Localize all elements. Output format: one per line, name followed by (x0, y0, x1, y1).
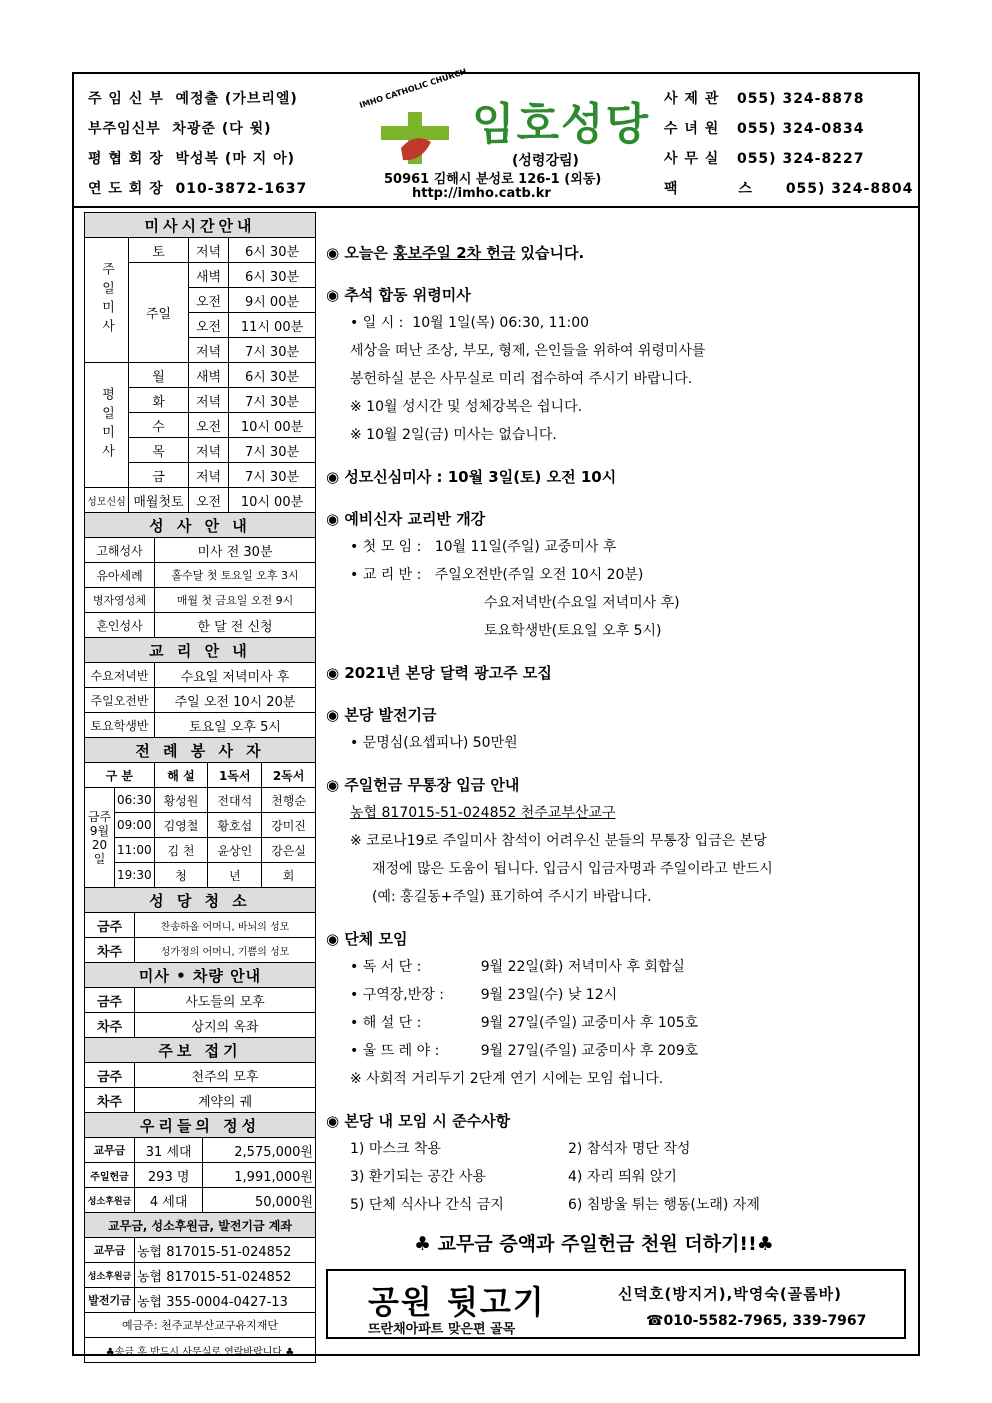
duty-label: 금주 (85, 1063, 135, 1088)
mass-time: 저녁 (189, 338, 229, 363)
rule-item: 3) 환기되는 공간 사용 (350, 1169, 486, 1185)
ad-subtitle: 뜨란채아파트 맞은편 골목 (368, 1322, 516, 1337)
duty-label: 차주 (85, 1088, 135, 1113)
servers-week: 금주 9월 20일 (85, 788, 115, 888)
special-mass-hour: 10시 00분 (229, 488, 316, 513)
mass-time: 저녁 (189, 463, 229, 488)
slogan: ♣ 교무금 증액과 주일헌금 천원 더하기!!♣ (414, 1233, 774, 1255)
church-address: 50961 김해시 분성로 126-1 (외동) (384, 172, 602, 187)
advertisement (326, 1269, 906, 1339)
body-line: 토요학생반(토요일 오후 5시) (484, 623, 662, 639)
mass-time: 저녁 (189, 238, 229, 263)
rule-item: 2) 참석자 명단 작성 (568, 1141, 691, 1157)
mass-time: 새벽 (189, 363, 229, 388)
church-subtitle: (성령강림) (512, 153, 579, 169)
mass-hour: 6시 30분 (229, 238, 316, 263)
mass-table (84, 212, 316, 513)
header-right-2: 사 무 실 055) 324-8227 (664, 151, 865, 167)
body-line: 수요저녁반(수요일 저녁미사 후) (484, 595, 680, 611)
mass-hour: 7시 30분 (229, 438, 316, 463)
mass-title: 미사시간안내 (85, 213, 316, 238)
section-title: ◉ 성모신심미사 : 10월 3일(토) 오전 10시 (326, 468, 617, 486)
header-left-1: 부주임신부 차광준 (다 윗) (88, 121, 272, 137)
header (74, 66, 918, 208)
mass-time: 오전 (189, 313, 229, 338)
note-line: (예: 홍길동+주일) 표기하여 주시기 바랍니다. (372, 889, 652, 905)
header-left-3: 연 도 회 장 010-3872-1637 (88, 181, 308, 197)
mass-time: 오전 (189, 288, 229, 313)
catechism-title: 교 리 안 내 (85, 638, 316, 663)
mass-day: 주일 (129, 263, 189, 363)
rule-item: 4) 자리 띄워 앉기 (568, 1169, 677, 1185)
mass-day: 수 (129, 413, 189, 438)
mass-time: 새벽 (189, 263, 229, 288)
servers-head: 해 설 (154, 763, 208, 788)
server-name: 청 (154, 863, 208, 888)
servers-title: 전 례 봉 사 자 (85, 738, 316, 763)
server-time: 11:00 (115, 838, 155, 863)
bullet-line: • 첫 모 임 : 10월 11일(주일) 교중미사 후 (350, 539, 617, 555)
server-name: 김 천 (154, 838, 208, 863)
mass-hour: 10시 00분 (229, 413, 316, 438)
servers-head: 2독서 (262, 763, 316, 788)
duty-label: 금주 (85, 988, 135, 1013)
mass-hour: 11시 00분 (229, 313, 316, 338)
note-line: 재정에 많은 도움이 됩니다. 입금시 입금자명과 주일이라고 반드시 (372, 861, 773, 877)
sacrament-value: 매월 첫 금요일 오전 9시 (155, 588, 316, 613)
section-title: ◉ 2021년 본당 달력 광고주 모집 (326, 664, 552, 682)
section-title: ◉ 본당 발전기금 (326, 706, 437, 724)
weekday-mass-label: 평일미사 (85, 363, 129, 488)
sacrament-table (84, 512, 316, 738)
sacrament-value: 홀수달 첫 토요일 오후 3시 (155, 563, 316, 588)
offering-count: 31 세대 (135, 1138, 203, 1163)
server-name: 강은실 (262, 838, 316, 863)
accounts-table (84, 1212, 316, 1363)
offering-count: 293 명 (135, 1163, 203, 1188)
duty-label: 차주 (85, 1013, 135, 1038)
announce-hongbo: ◉ 오늘은 홍보주일 2차 헌금 있습니다. (326, 244, 585, 262)
header-left-2: 평 협 회 장 박성복 (마 지 아) (88, 151, 296, 167)
account-value: 농협 355-0004-0427-13 (135, 1288, 316, 1313)
server-time: 09:00 (115, 813, 155, 838)
sacrament-title: 성 사 안 내 (85, 513, 316, 538)
mass-day: 토 (129, 238, 189, 263)
note-line: ※ 10월 성시간 및 성체강복은 쉽니다. (350, 399, 583, 415)
bullet-line: • 구역장,반장 : 9월 23일(수) 낮 12시 (350, 987, 618, 1003)
account-label: 성소후원금 (85, 1263, 135, 1288)
catechism-value: 토요일 오후 5시 (155, 713, 316, 738)
rule-item: 1) 마스크 착용 (350, 1141, 441, 1157)
note-line: ※ 사회적 거리두기 2단계 연기 시에는 모임 쉽니다. (350, 1071, 664, 1087)
duty-table (84, 887, 316, 1113)
duty-label: 금주 (85, 913, 135, 938)
offering-amount: 2,575,000원 (203, 1138, 316, 1163)
duty-value: 찬송하올 어머니, 바뇌의 성모 (135, 913, 316, 938)
servers-head: 1독서 (208, 763, 262, 788)
section-title: ◉ 추석 합동 위령미사 (326, 286, 471, 304)
account-value: 농협 817015-51-024852 (135, 1263, 316, 1288)
ad-phone: ☎010-5582-7965, 339-7967 (646, 1313, 867, 1329)
duty-value: 상지의 옥좌 (135, 1013, 316, 1038)
section-title: ◉ 예비신자 교리반 개강 (326, 510, 486, 528)
mass-hour: 7시 30분 (229, 388, 316, 413)
catechism-value: 수요일 저녁미사 후 (155, 663, 316, 688)
mass-time: 저녁 (189, 388, 229, 413)
server-name: 윤상인 (208, 838, 262, 863)
sacrament-label: 고해성사 (85, 538, 155, 563)
bullet-line: • 해 설 단 : 9월 27일(주일) 교중미사 후 105호 (350, 1015, 699, 1031)
ad-title: 공원 뒷고기 (368, 1283, 546, 1321)
rule-item: 6) 침방울 튀는 행동(노래) 자제 (568, 1197, 760, 1213)
catechism-label: 수요저녁반 (85, 663, 155, 688)
body-line: 봉헌하실 분은 사무실로 미리 접수하여 주시기 바랍니다. (350, 371, 693, 387)
section-title: ◉ 단체 모임 (326, 930, 408, 948)
bullet-line: • 독 서 단 : 9월 22일(화) 저녁미사 후 회합실 (350, 959, 685, 975)
bulletin-fold-title: 주보 접기 (85, 1038, 316, 1063)
mass-hour: 7시 30분 (229, 338, 316, 363)
duty-value: 성가정의 어머니, 기쁨의 성모 (135, 938, 316, 963)
special-mass-time: 오전 (189, 488, 229, 513)
sidebar (84, 212, 316, 1363)
server-name: 황성원 (154, 788, 208, 813)
account-note: ♣송금 후 반드시 사무실로 연락바랍니다.♣ (85, 1338, 316, 1363)
sacrament-label: 혼인성사 (85, 613, 155, 638)
special-mass-day: 매월첫토 (129, 488, 189, 513)
note-line: ※ 코로나19로 주일미사 참석이 어려우신 분들의 무통장 입금은 본당 (350, 833, 767, 849)
sacrament-value: 한 달 전 신청 (155, 613, 316, 638)
server-name: 황호섭 (208, 813, 262, 838)
bullet-line: • 문명심(요셉피나) 50만원 (350, 735, 518, 751)
sacrament-label: 병자영성체 (85, 588, 155, 613)
offering-label: 주일헌금 (85, 1163, 135, 1188)
servers-head: 구 분 (85, 763, 155, 788)
note-line: ※ 10월 2일(금) 미사는 없습니다. (350, 427, 557, 443)
catechism-label: 토요학생반 (85, 713, 155, 738)
bullet-line: • 교 리 반 : 주일오전반(주일 오전 10시 20분) (350, 567, 644, 583)
ad-owner: 신덕호(방지거),박영숙(골롬바) (618, 1285, 843, 1303)
offering-title: 우리들의 정성 (85, 1113, 316, 1138)
server-time: 06:30 (115, 788, 155, 813)
sacrament-value: 미사 전 30분 (155, 538, 316, 563)
catechism-value: 주일 오전 10시 20분 (155, 688, 316, 713)
bullet-line: • 울 뜨 레 야 : 9월 27일(주일) 교중미사 후 209호 (350, 1043, 699, 1059)
special-mass-label: 성모신심 (85, 488, 129, 513)
header-right-3: 팩 스 055) 324-8804 (664, 181, 914, 197)
header-right-0: 사 제 관 055) 324-8878 (664, 91, 865, 107)
mass-hour: 9시 00분 (229, 288, 316, 313)
catechism-label: 주일오전반 (85, 688, 155, 713)
server-name: 천행순 (262, 788, 316, 813)
logo-arc-text: IMHO CATHOLIC CHURCH (358, 66, 468, 111)
accounts-title: 교무금, 성소후원금, 발전기금 계좌 (85, 1213, 316, 1238)
offering-amount: 1,991,000원 (203, 1163, 316, 1188)
church-logo-icon (381, 112, 449, 164)
bullet-line: • 일 시 : 10월 1일(목) 06:30, 11:00 (350, 315, 590, 331)
section-title: ◉ 본당 내 모임 시 준수사항 (326, 1112, 511, 1130)
duty-label: 차주 (85, 938, 135, 963)
server-name: 년 (208, 863, 262, 888)
mass-day: 월 (129, 363, 189, 388)
church-url[interactable]: http://imho.catb.kr (412, 186, 551, 201)
server-name: 전대석 (208, 788, 262, 813)
servers-table (84, 737, 316, 888)
offering-table (84, 1112, 316, 1213)
bank-account: 농협 817015-51-024852 천주교부산교구 (350, 805, 616, 821)
header-left-0: 주 임 신 부 예정출 (가브리엘) (88, 91, 298, 107)
vehicle-title: 미사 • 차량 안내 (85, 963, 316, 988)
cleaning-title: 성 당 청 소 (85, 888, 316, 913)
sunday-mass-label: 주일미사 (85, 238, 129, 363)
mass-hour: 7시 30분 (229, 463, 316, 488)
church-name: 임호성당 (472, 99, 651, 150)
server-name: 회 (262, 863, 316, 888)
mass-time: 저녁 (189, 438, 229, 463)
account-label: 교무금 (85, 1238, 135, 1263)
section-title: ◉ 주일헌금 무통장 입금 안내 (326, 776, 520, 794)
mass-day: 화 (129, 388, 189, 413)
duty-value: 계약의 궤 (135, 1088, 316, 1113)
offering-label: 교무금 (85, 1138, 135, 1163)
duty-value: 사도들의 모후 (135, 988, 316, 1013)
account-value: 농협 817015-51-024852 (135, 1238, 316, 1263)
mass-hour: 6시 30분 (229, 363, 316, 388)
server-name: 강미진 (262, 813, 316, 838)
server-name: 김영철 (154, 813, 208, 838)
bulletin-frame (72, 66, 920, 1358)
mass-day: 목 (129, 438, 189, 463)
mass-day: 금 (129, 463, 189, 488)
offering-count: 4 세대 (135, 1188, 203, 1213)
server-time: 19:30 (115, 863, 155, 888)
sacrament-label: 유아세례 (85, 563, 155, 588)
rule-item: 5) 단체 식사나 간식 금지 (350, 1197, 504, 1213)
account-depositor: 예금주: 천주교부산교구유지재단 (85, 1313, 316, 1338)
mass-time: 오전 (189, 413, 229, 438)
mass-hour: 6시 30분 (229, 263, 316, 288)
offering-label: 성소후원금 (85, 1188, 135, 1213)
duty-value: 천주의 모후 (135, 1063, 316, 1088)
offering-amount: 50,000원 (203, 1188, 316, 1213)
body-line: 세상을 떠난 조상, 부모, 형제, 은인들을 위하여 위령미사를 (350, 343, 706, 359)
header-right-1: 수 녀 원 055) 324-0834 (664, 121, 865, 137)
account-label: 발전기금 (85, 1288, 135, 1313)
